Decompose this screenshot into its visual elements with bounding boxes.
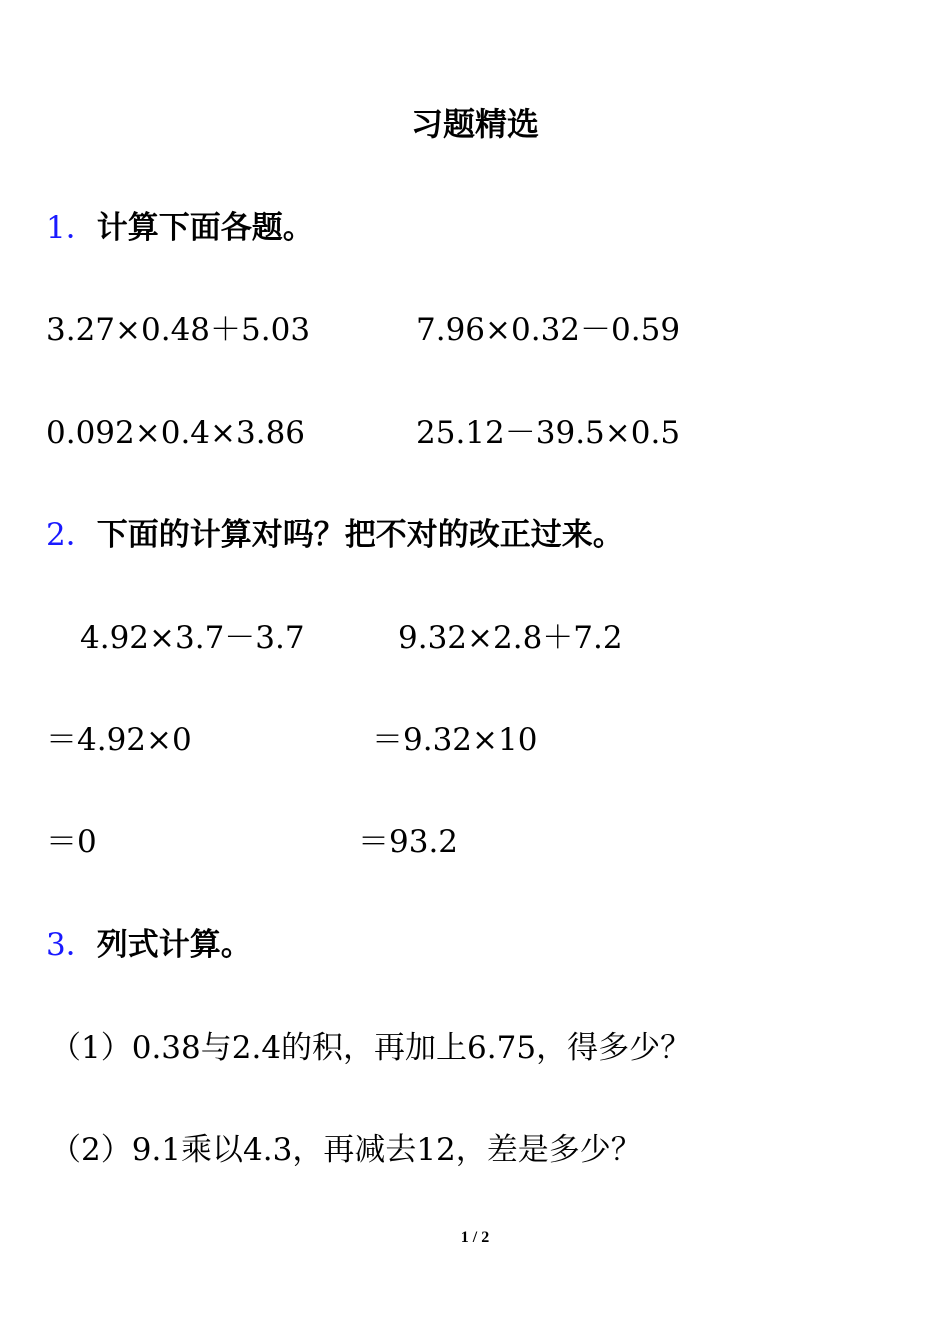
q2-right-line-3: ＝93.2 bbox=[358, 824, 459, 860]
question-1-heading bbox=[46, 206, 314, 250]
q2-left-line-3: ＝0 bbox=[46, 824, 97, 860]
q3-sub-question-1: （1）0.38与2.4的积，再加上6.75，得多少？ bbox=[50, 1030, 692, 1066]
q1-item-4: 25.12－39.5×0.5 bbox=[416, 415, 681, 451]
question-2-number: 2． bbox=[46, 517, 97, 553]
question-3-number: 3． bbox=[46, 927, 97, 963]
q2-right-line-2: ＝9.32×10 bbox=[372, 722, 538, 758]
question-2-heading bbox=[46, 513, 624, 557]
q2-left-line-2: ＝4.92×0 bbox=[46, 722, 192, 758]
question-1-text: 计算下面各题。 bbox=[96, 210, 314, 246]
page-title: 习题精选 bbox=[410, 105, 539, 143]
q3-sub-question-2: （2）9.1乘以4.3，再减去12，差是多少？ bbox=[50, 1132, 642, 1168]
q1-item-2: 7.96×0.32－0.59 bbox=[416, 312, 681, 348]
q2-right-line-1: 9.32×2.8＋7.2 bbox=[398, 620, 623, 656]
q1-item-1: 3.27×0.48＋5.03 bbox=[46, 312, 311, 348]
question-2-text: 下面的计算对吗？把不对的改正过来。 bbox=[96, 517, 624, 553]
question-3-heading bbox=[46, 923, 252, 967]
question-1-number: 1． bbox=[46, 210, 97, 246]
q2-left-line-1: 4.92×3.7－3.7 bbox=[80, 620, 305, 656]
q1-item-3: 0.092×0.4×3.86 bbox=[46, 415, 306, 451]
page-number: 1 / 2 bbox=[460, 1229, 490, 1246]
question-3-text: 列式计算。 bbox=[96, 927, 252, 963]
